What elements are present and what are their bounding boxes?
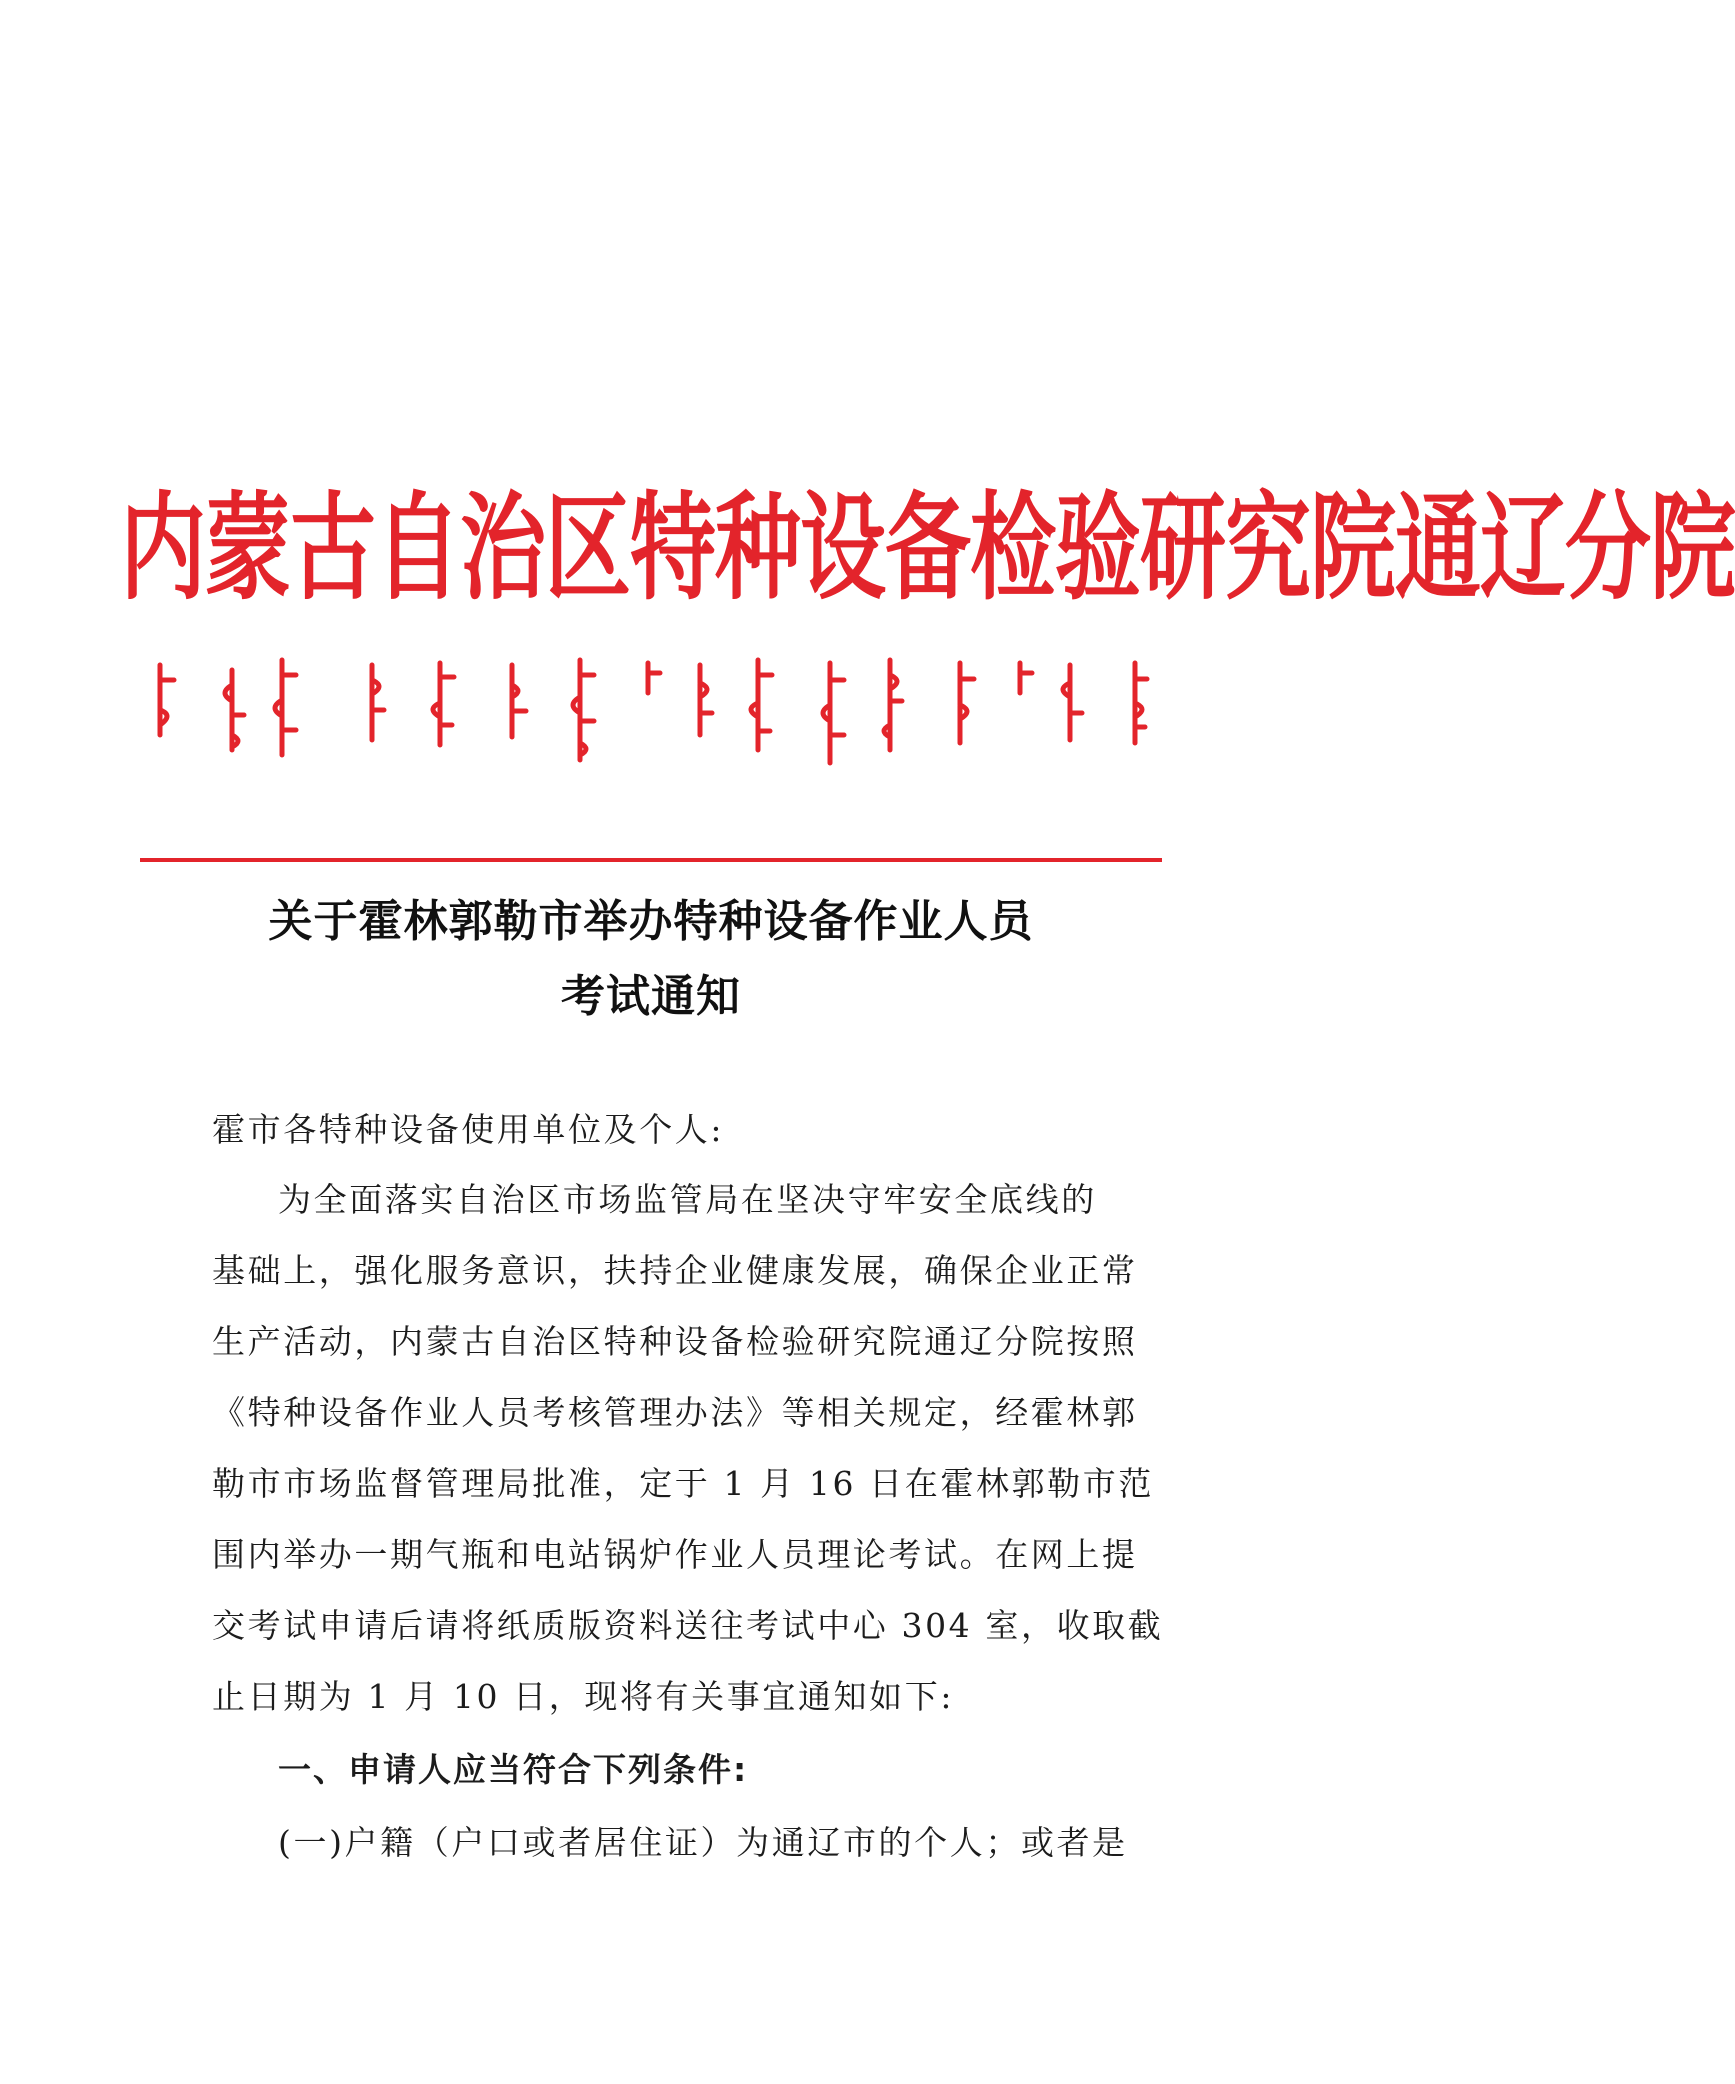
mongolian-script-logo xyxy=(140,655,1160,765)
letterhead-divider xyxy=(140,858,1162,862)
paragraph-line: 勒市市场监督管理局批准，定于 1 月 16 日在霍林郭勒市范 xyxy=(212,1464,1154,1503)
paragraph-line: 围内举办一期气瓶和电站锅炉作业人员理论考试。在网上提 xyxy=(212,1535,1138,1574)
organization-name: 内蒙古自治区特种设备检验研究院通辽分院 xyxy=(120,480,1735,617)
document-title-line-1: 关于霍林郭勒市举办特种设备作业人员 xyxy=(268,896,1034,947)
paragraph-line: 《特种设备作业人员考核管理办法》等相关规定，经霍林郭 xyxy=(212,1393,1138,1432)
salutation: 霍市各特种设备使用单位及个人: xyxy=(212,1110,725,1149)
paragraph-line: 基础上，强化服务意识，扶持企业健康发展，确保企业正常 xyxy=(212,1251,1138,1290)
mongolian-script-text: ᠦᠪᠦᠷ ᠮᠤᠩᠭᠤᠯ ᠤᠨ ᠥᠪᠡᠷᠲᠡᠭᠡᠨ ᠵᠠᠰᠠᠬᠤ ᠣᠷᠤᠨ ᠤ ᠣᠨᠴᠠ ᠲᠥᠬᠥᠭᠡᠷᠦᠮᠵᠢ xyxy=(140,655,169,656)
paragraph-line: 止日期为 1 月 10 日，现将有关事宜通知如下: xyxy=(212,1677,955,1716)
paragraph-line: 为全面落实自治区市场监管局在坚决守牢安全底线的 xyxy=(278,1180,1097,1219)
paragraph-line: 交考试申请后请将纸质版资料送往考试中心 304 室，收取截 xyxy=(212,1606,1164,1645)
document-title-line-2: 考试通知 xyxy=(561,971,741,1022)
section-heading: 一、申请人应当符合下列条件: xyxy=(278,1750,749,1789)
list-item: (一)户籍（户口或者居住证）为通辽市的个人；或者是 xyxy=(278,1823,1128,1862)
paragraph-line: 生产活动，内蒙古自治区特种设备检验研究院通辽分院按照 xyxy=(212,1322,1138,1361)
